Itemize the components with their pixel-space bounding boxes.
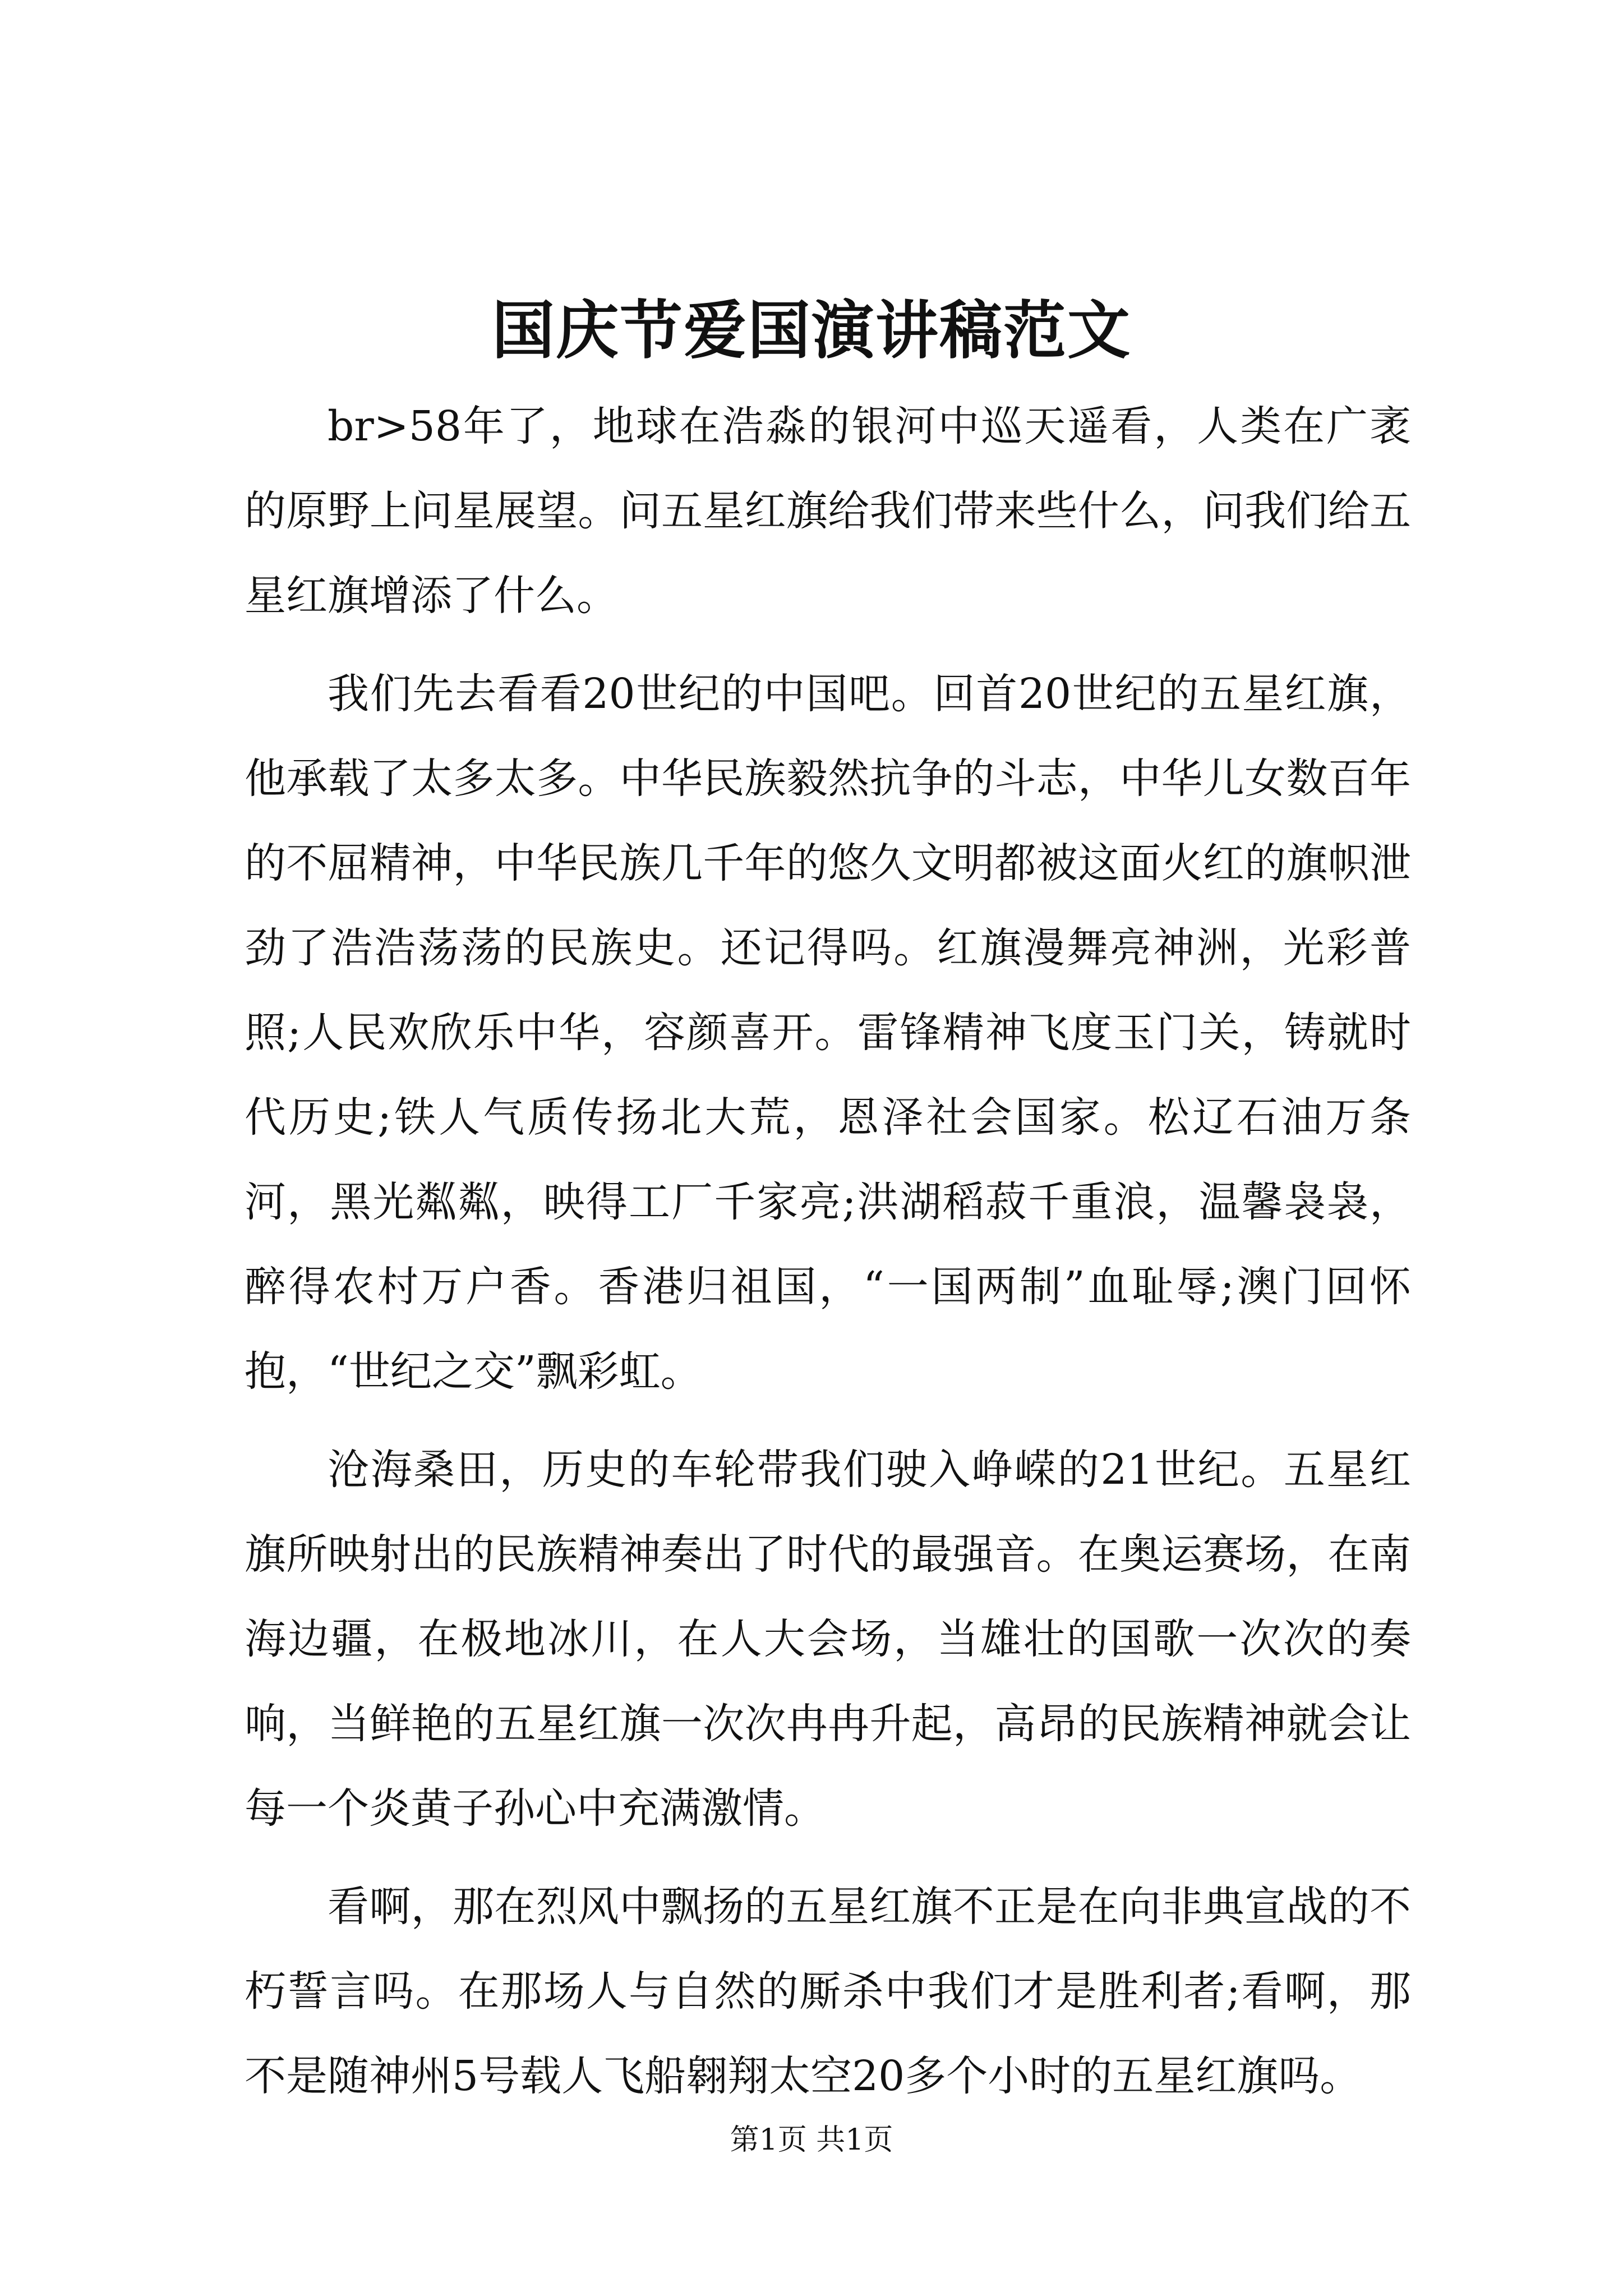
paragraph-3: 沧海桑田，历史的车轮带我们驶入峥嵘的21世纪。五星红旗所映射出的民族精神奏出了时代的最强音。在奥运赛场，在南海边疆，在极地冰川，在人大会场，当雄壮的国歌一次次的奏响，当鲜艳的五星红旗一次次冉冉升起，高昂的民族精神就会让每一个炎黄子孙心中充满激情。 xyxy=(245,1446,1411,1833)
page-footer: 第1页 共1页 xyxy=(730,2123,893,2157)
paragraph-1: br>58年了，地球在浩淼的银河中巡天遥看，人类在广袤的原野上问星展望。问五星红旗给我们带来些什么，问我们给五星红旗增添了什么。 xyxy=(245,402,1411,620)
document-body xyxy=(245,384,1411,2132)
document-title: 国庆节爱国演讲稿范文 xyxy=(492,294,1131,367)
paragraph-4: 看啊，那在烈风中飘扬的五星红旗不正是在向非典宣战的不朽誓言吗。在那场人与自然的厮杀中我们才是胜利者;看啊，那不是随神州5号载人飞船翱翔太空20多个小时的五星红旗吗。 xyxy=(245,1883,1411,2100)
paragraph-2: 我们先去看看20世纪的中国吧。回首20世纪的五星红旗，他承载了太多太多。中华民族毅然抗争的斗志，中华儿女数百年的不屈精神，中华民族几千年的悠久文明都被这面火红的旗帜泄劲了浩浩荡荡的民族史。还记得吗。红旗漫舞亮神洲，光彩普照;人民欢欣乐中华，容颜喜开。雷锋精神飞度玉门关，铸就时代历史;铁人气质传扬北大荒，恩泽社会国家。松辽石油万条河，黑光粼粼，映得工厂千家亮;洪湖稻菽千重浪，温馨袅袅，醉得农村万户香。香港归祖国，“一国两制”血耻辱;澳门回怀抱，“世纪之交”飘彩虹。 xyxy=(245,670,1411,1396)
